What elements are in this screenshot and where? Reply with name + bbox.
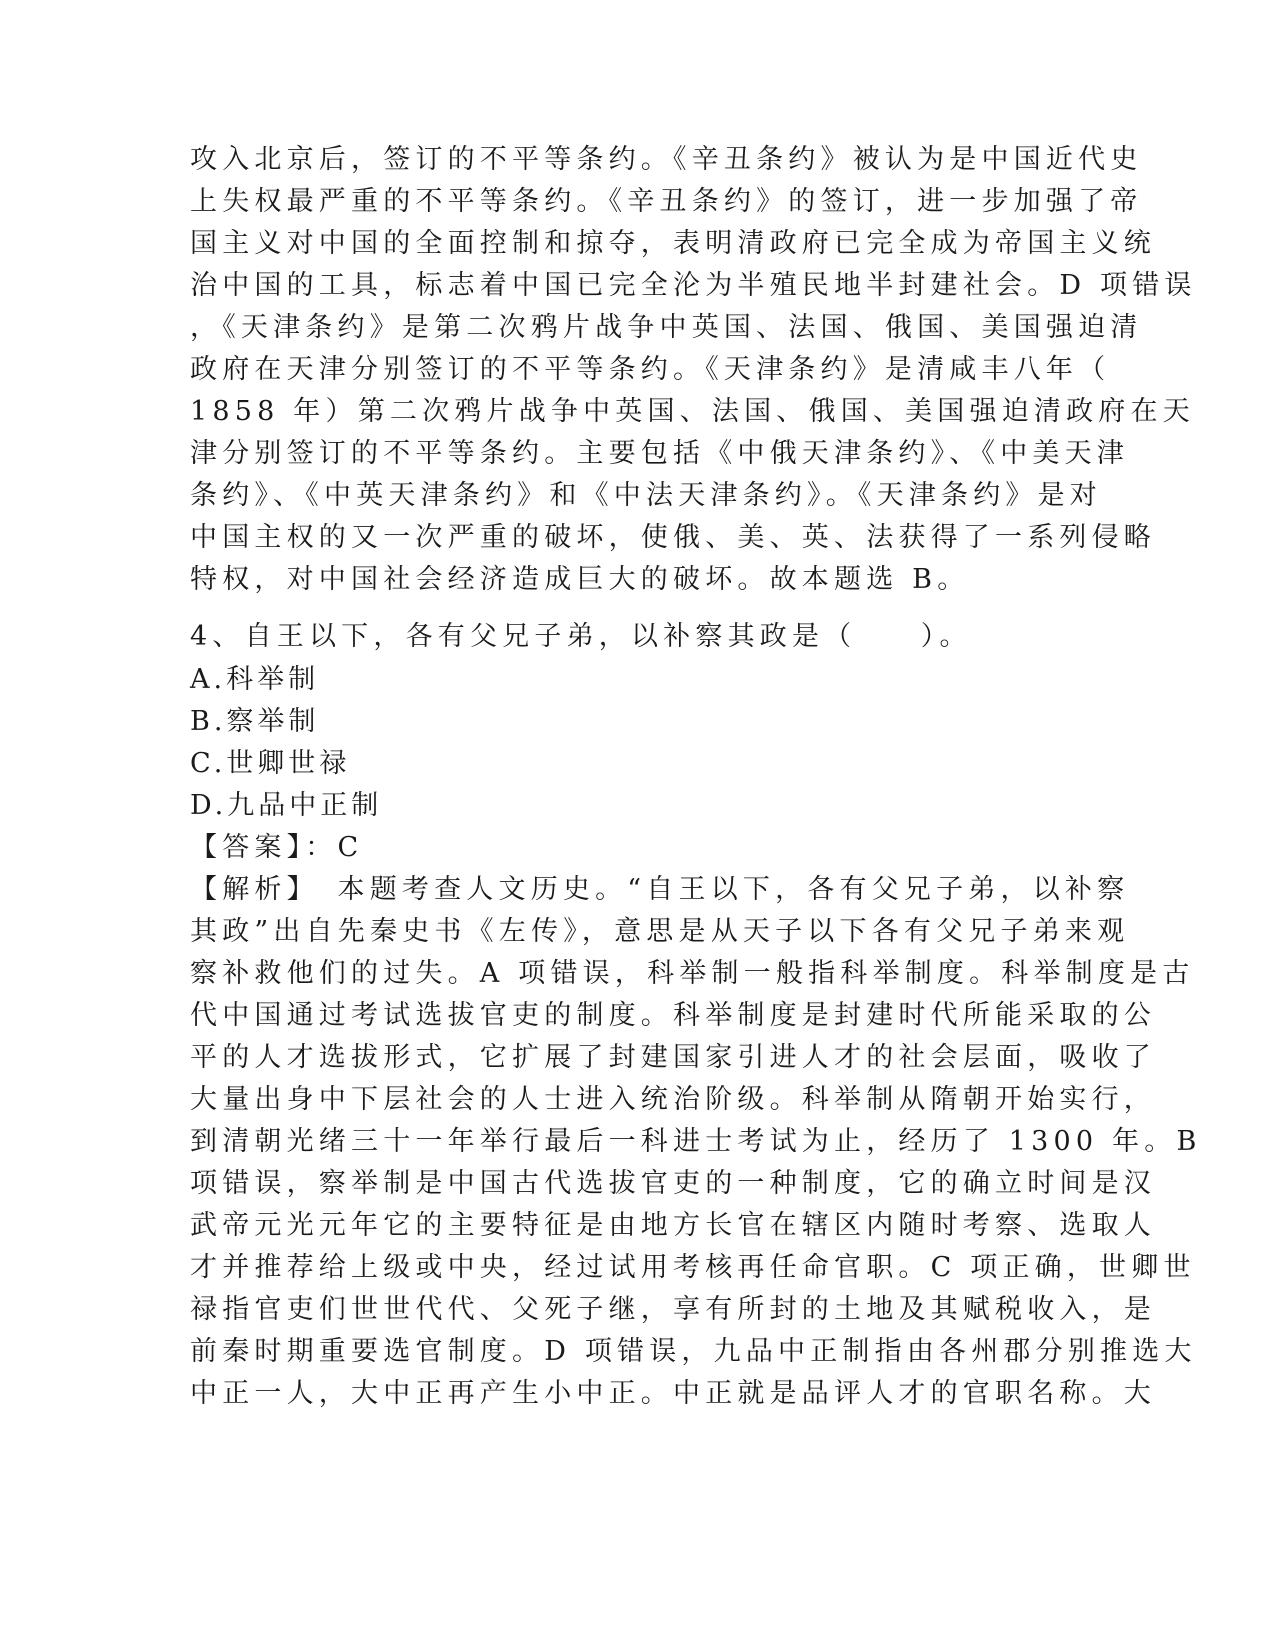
text-line: 武帝元光元年它的主要特征是由地方长官在辖区内随时考察、选取人	[190, 1210, 1156, 1241]
text-line: 中国主权的又一次严重的破坏，使俄、美、英、法获得了一系列侵略	[190, 522, 1156, 553]
text-line: 察补救他们的过失。A 项错误，科举制一般指科举制度。科举制度是古	[190, 958, 1195, 989]
text-line: 【解析】 本题考查人文历史。“自王以下，各有父兄子弟，以补察	[190, 874, 1130, 905]
text-line: 1858 年）第二次鸦片战争中英国、法国、俄国、美国强迫清政府在天	[190, 396, 1195, 427]
text-line: 上失权最严重的不平等条约。《辛丑条约》的签订，进一步加强了帝	[190, 186, 1143, 217]
text-line: 津分别签订的不平等条约。主要包括《中俄天津条约》、《中美天津	[190, 438, 1129, 469]
text-line: 特权，对中国社会经济造成巨大的破坏。故本题选 B。	[190, 564, 970, 595]
option-c: C.世卿世禄	[190, 748, 351, 779]
text-line: 中正一人，大中正再产生小中正。中正就是品评人才的官职名称。大	[190, 1378, 1156, 1409]
text-line: ，《天津条约》是第二次鸦片战争中英国、法国、俄国、美国强迫清	[190, 312, 1143, 343]
text-line: 前秦时期重要选官制度。D 项错误，九品中正制指由各州郡分别推选大	[190, 1336, 1197, 1367]
text-line: 禄指官吏们世世代代、父死子继，享有所封的土地及其赋税收入，是	[190, 1294, 1156, 1325]
text-line: 其政”出自先秦史书《左传》，意思是从天子以下各有父兄子弟来观	[190, 916, 1130, 947]
text-line: 代中国通过考试选拔官吏的制度。科举制度是封建时代所能采取的公	[190, 1000, 1156, 1031]
option-b: B.察举制	[190, 706, 320, 737]
answer-line: 【答案】：C	[190, 832, 364, 863]
text-line: 大量出身中下层社会的人士进入统治阶级。科举制从隋朝开始实行，	[190, 1084, 1156, 1115]
text-line: 才并推荐给上级或中央，经过试用考核再任命官职。C 项正确，世卿世	[190, 1252, 1196, 1283]
text-line: 条约》、《中英天津条约》和《中法天津条约》。《天津条约》是对	[190, 480, 1102, 511]
question-stem: 4、自王以下，各有父兄子弟，以补察其政是（ ）。	[190, 621, 972, 652]
option-d: D.九品中正制	[190, 790, 383, 821]
text-line: 项错误，察举制是中国古代选拔官吏的一种制度，它的确立时间是汉	[190, 1168, 1156, 1199]
text-line: 攻入北京后，签订的不平等条约。《辛丑条约》被认为是中国近代史	[190, 144, 1143, 175]
text-line: 平的人才选拔形式，它扩展了封建国家引进人才的社会层面，吸收了	[190, 1042, 1156, 1073]
option-a: A.科举制	[190, 664, 320, 695]
text-line: 到清朝光绪三十一年举行最后一科进士考试为止，经历了 1300 年。B	[190, 1126, 1202, 1157]
text-line: 国主义对中国的全面控制和掠夺，表明清政府已完全成为帝国主义统	[190, 228, 1156, 259]
text-line: 治中国的工具，标志着中国已完全沦为半殖民地半封建社会。D 项错误	[190, 270, 1197, 301]
text-line: 政府在天津分别签订的不平等条约。《天津条约》是清咸丰八年（	[190, 354, 1111, 385]
